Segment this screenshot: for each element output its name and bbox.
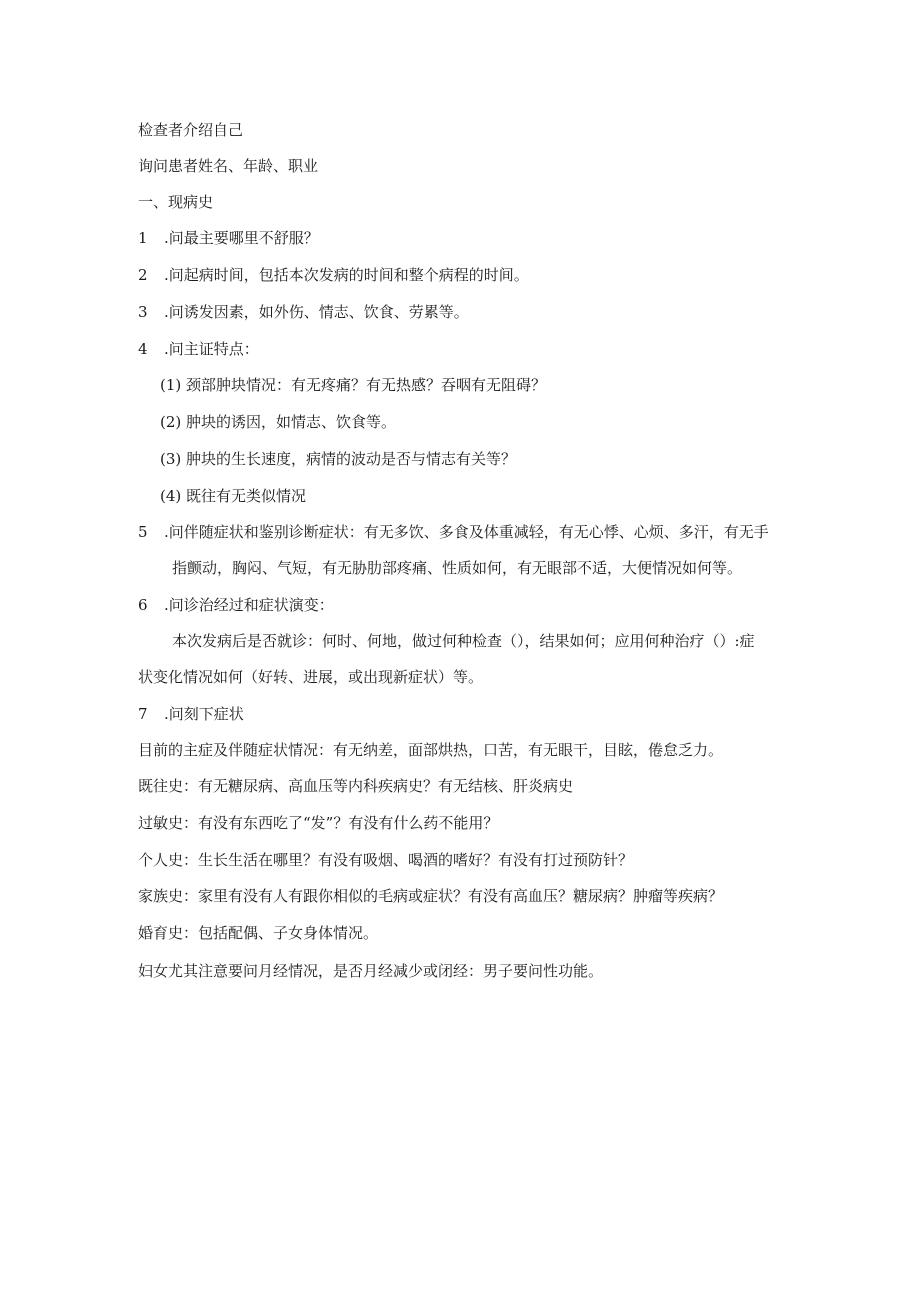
item-text: .问刻下症状	[164, 705, 244, 723]
sub-item: (1) 颈部肿块情况：有无疼痛？有无热感？吞咽有无阻碍？	[160, 376, 547, 394]
past-history: 既往史：有无糖尿病、高血压等内科疾病史？有无结核、肝炎病史	[138, 777, 574, 795]
allergy-history: 过敏史：有没有东西吃了“发”？有没有什么药不能用？	[138, 814, 499, 832]
sub-item: (2) 肿块的诱因，如情志、饮食等。	[160, 413, 397, 431]
family-history: 家族史：家里有没有人有跟你相似的毛病或症状？有没有高血压？糖尿病？肿瘤等疾病？	[138, 887, 724, 905]
item-text: .问诊治经过和症状演变：	[164, 596, 334, 614]
item-number: 2	[138, 266, 148, 284]
current-symptoms: 目前的主症及伴随症状情况：有无纳差，面部烘热，口苦，有无眼干，目眩，倦怠乏力。	[138, 741, 724, 759]
item-text: .问起病时间，包括本次发病的时间和整个病程的时间。	[164, 266, 529, 284]
personal-history: 个人史：生长生活在哪里？有没有吸烟、喝酒的嗜好？有没有打过预防针？	[138, 851, 634, 869]
gender-note: 妇女尤其注意要问月经情况，是否月经减少或闭经：男子要问性功能。	[138, 962, 604, 980]
sub-item: (3) 肿块的生长速度，病情的波动是否与情志有关等？	[160, 450, 517, 468]
section-heading-present-illness: 一、现病史	[138, 193, 214, 211]
intro-line-2: 询问患者姓名、年龄、职业	[138, 157, 319, 175]
list-item	[138, 303, 469, 321]
item-text: .问伴随症状和鉴别诊断症状：有无多饮、多食及体重减轻，有无心悸、心烦、多汗，有无手	[164, 523, 769, 541]
item-text: .问诱发因素，如外伤、情志、饮食、劳累等。	[164, 303, 469, 321]
item-number: 3	[138, 303, 148, 321]
list-item	[138, 596, 334, 614]
item-number: 6	[138, 596, 148, 614]
item-number: 5	[138, 523, 148, 541]
list-item	[138, 229, 319, 247]
item-number: 7	[138, 705, 148, 723]
intro-line-1: 检查者介绍自己	[138, 121, 244, 139]
item-number: 4	[138, 340, 148, 358]
list-item	[138, 523, 769, 541]
item-text: .问最主要哪里不舒服？	[164, 229, 319, 247]
item-text: .问主证特点：	[164, 340, 259, 358]
item-number: 1	[138, 229, 148, 247]
list-item	[138, 705, 244, 723]
item-continuation: 指颤动，胸闷、气短，有无胁肋部疼痛、性质如何，有无眼部不适，大便情况如何等。	[172, 559, 743, 577]
list-item	[138, 340, 259, 358]
paragraph-line: 本次发病后是否就诊：何时、何地，做过何种检查（），结果如何；应用何种治疗（）:症	[172, 632, 755, 650]
marital-history: 婚育史：包括配偶、子女身体情况。	[138, 924, 379, 942]
paragraph-line: 状变化情况如何（好转、进展，或出现新症状）等。	[138, 668, 484, 686]
sub-item: (4) 既往有无类似情况	[160, 487, 307, 505]
list-item	[138, 266, 529, 284]
